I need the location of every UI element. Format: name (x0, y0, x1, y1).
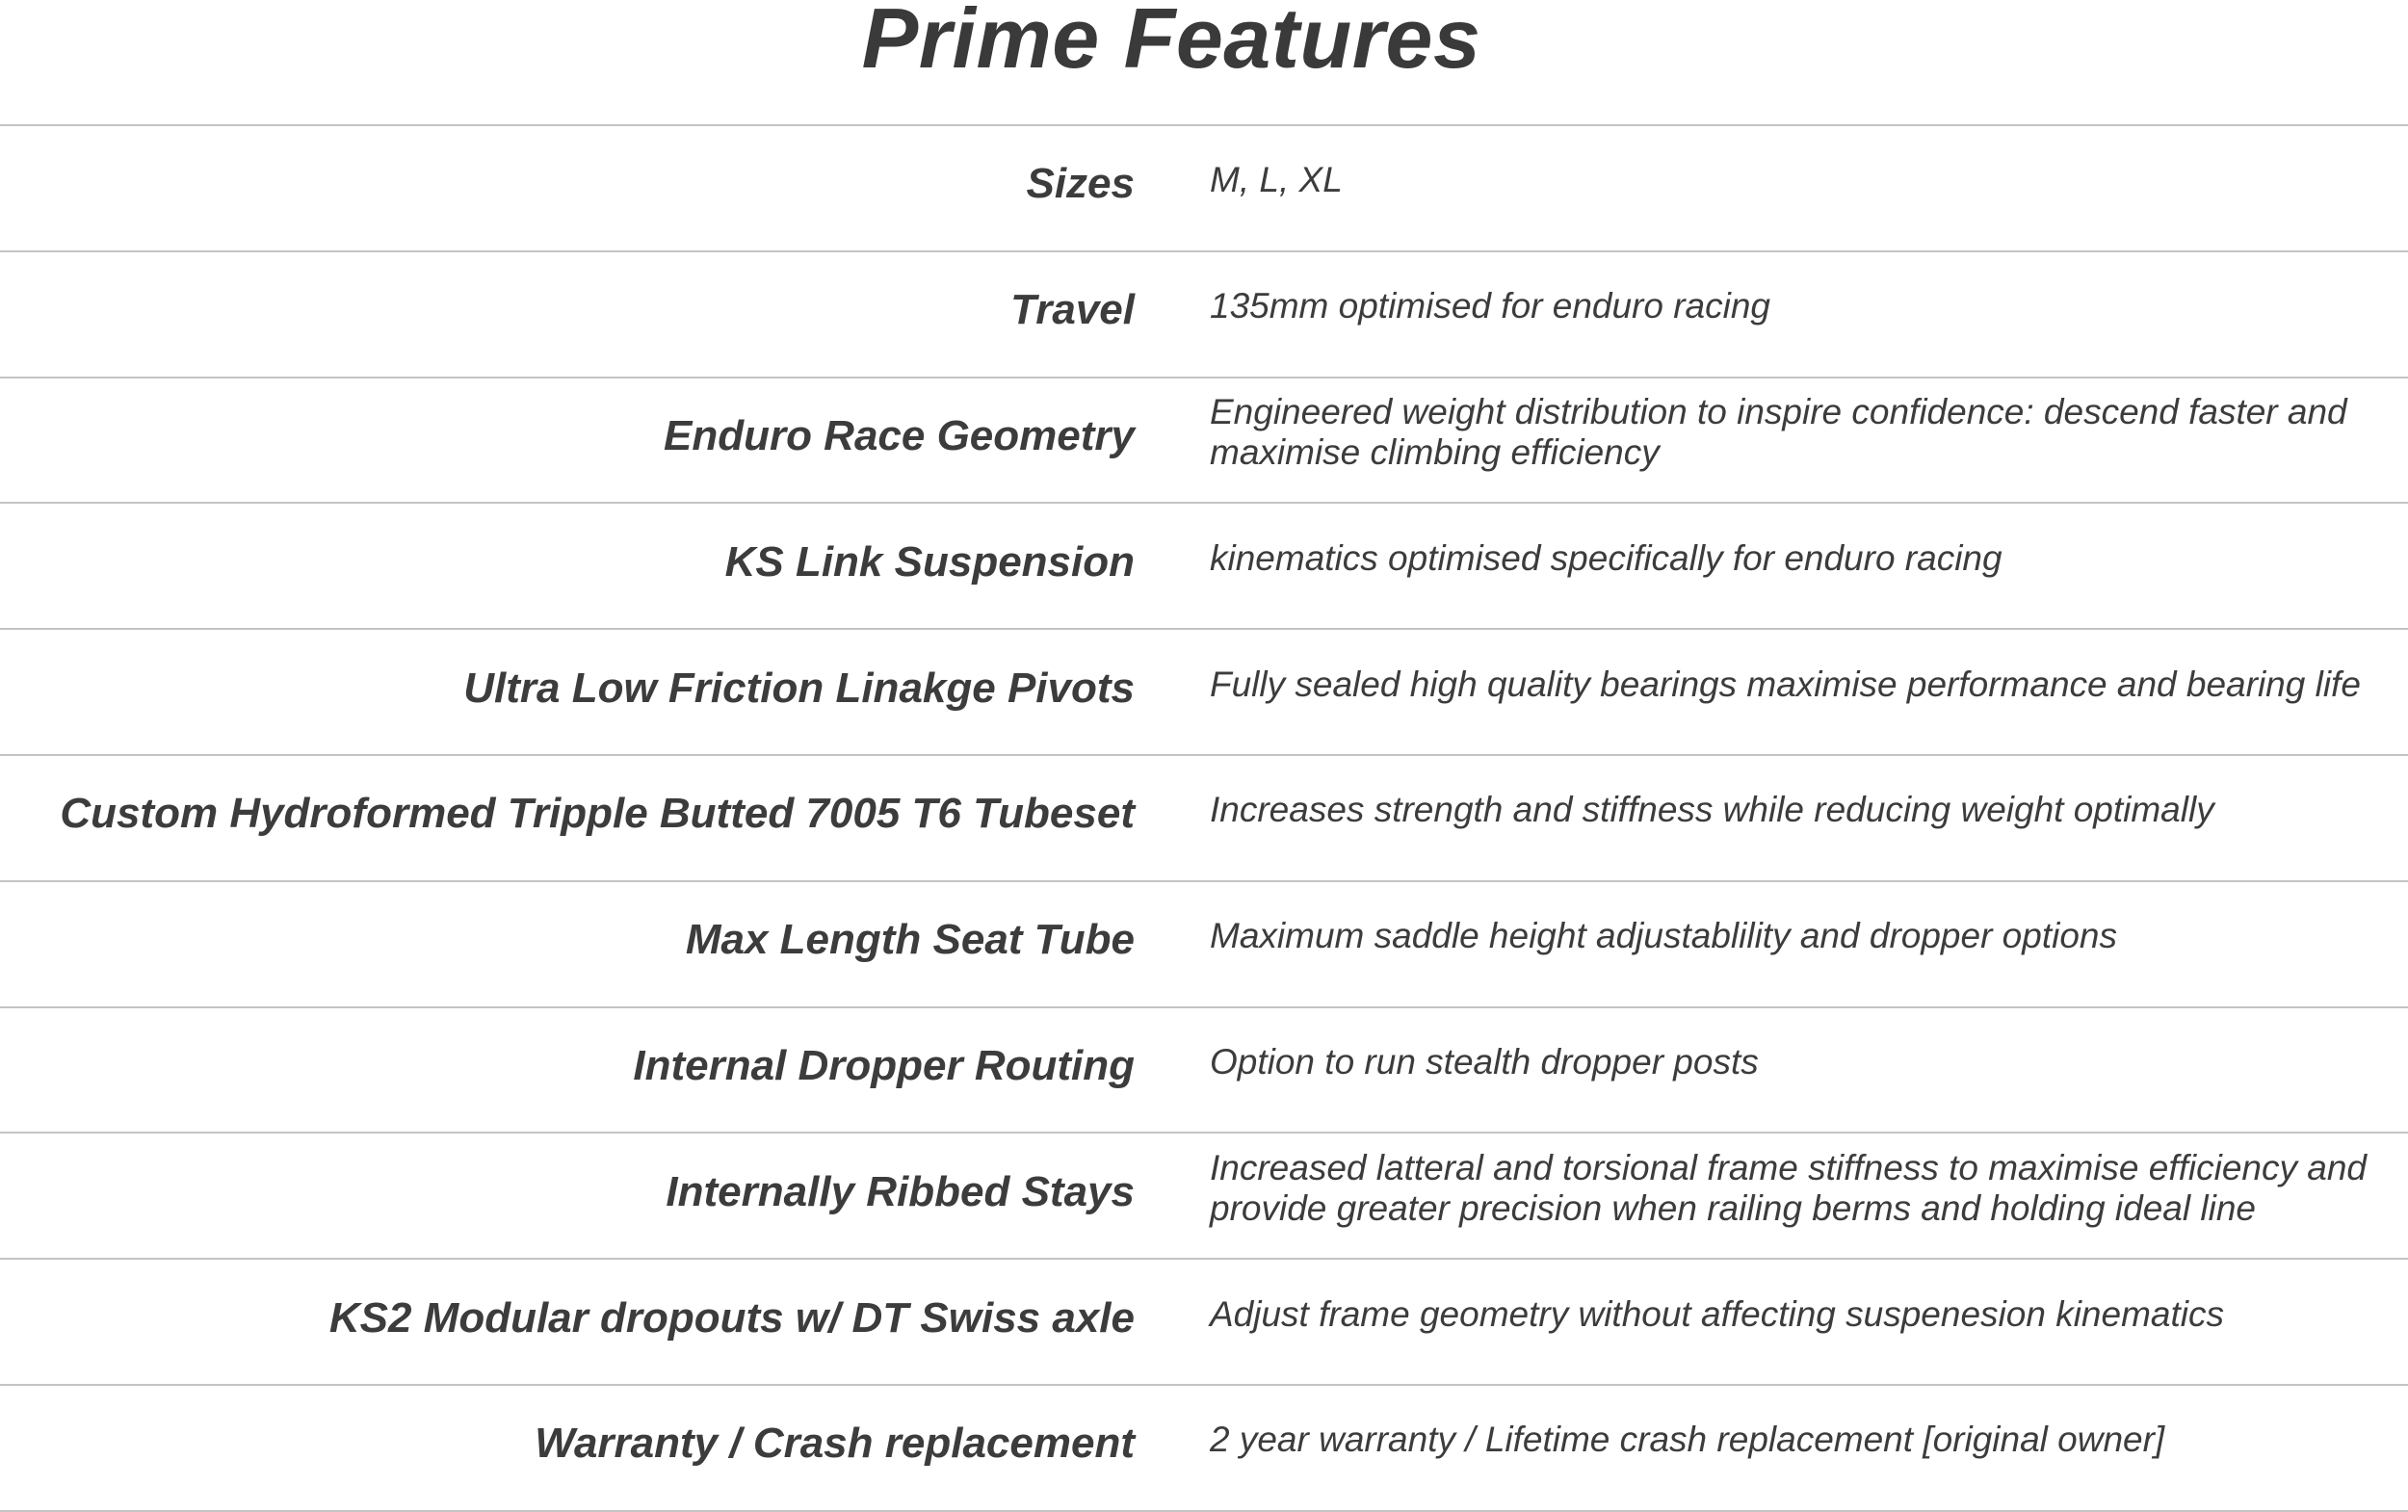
feature-description: Increased latteral and torsional frame stiffness to maximise efficiency and provide greater precision when railing berms and holding ideal line (1210, 1147, 2368, 1228)
feature-description: 2 year warranty / Lifetime crash replacement [original owner] (1210, 1420, 2165, 1460)
feature-name: Enduro Race Geometry (663, 411, 1135, 459)
page-title: Prime Features (861, 0, 1481, 86)
feature-row (0, 504, 2408, 630)
feature-name: Internal Dropper Routing (633, 1041, 1135, 1089)
feature-name: Max Length Seat Tube (685, 916, 1135, 964)
feature-row (0, 756, 2408, 882)
feature-row (0, 882, 2408, 1008)
feature-table (0, 124, 2408, 1512)
feature-row (0, 378, 2408, 505)
feature-description: Increases strength and stiffness while reducing weight optimally (1210, 790, 2214, 830)
feature-description: Engineered weight distribution to inspire confidence: descend faster and maximise climbing efficiency (1210, 391, 2347, 472)
feature-description: kinematics optimised specifically for enduro racing (1210, 537, 2002, 578)
feature-name: Custom Hydroformed Tripple Butted 7005 T6 Tubeset (60, 790, 1135, 838)
feature-row (0, 1260, 2408, 1386)
feature-name: Travel (1010, 286, 1135, 334)
feature-description: Fully sealed high quality bearings maximise performance and bearing life (1210, 664, 2361, 704)
feature-description: M, L, XL (1210, 160, 1343, 200)
feature-description: Option to run stealth dropper posts (1210, 1041, 1759, 1082)
feature-row (0, 630, 2408, 756)
feature-description: Maximum saddle height adjustablility and dropper options (1210, 916, 2117, 956)
feature-description: 135mm optimised for enduro racing (1210, 286, 1771, 326)
feature-name: Ultra Low Friction Linakge Pivots (463, 664, 1135, 712)
feature-name: Internally Ribbed Stays (666, 1167, 1135, 1215)
feature-row (0, 1386, 2408, 1512)
feature-name: Sizes (1026, 160, 1135, 208)
feature-row (0, 1134, 2408, 1260)
feature-row (0, 126, 2408, 252)
feature-name: KS Link Suspension (724, 537, 1135, 586)
feature-row (0, 252, 2408, 378)
feature-description: Adjust frame geometry without affecting suspenesion kinematics (1210, 1293, 2224, 1334)
feature-name: Warranty / Crash replacement (535, 1420, 1135, 1468)
feature-row (0, 1008, 2408, 1134)
feature-name: KS2 Modular dropouts w/ DT Swiss axle (328, 1293, 1135, 1342)
